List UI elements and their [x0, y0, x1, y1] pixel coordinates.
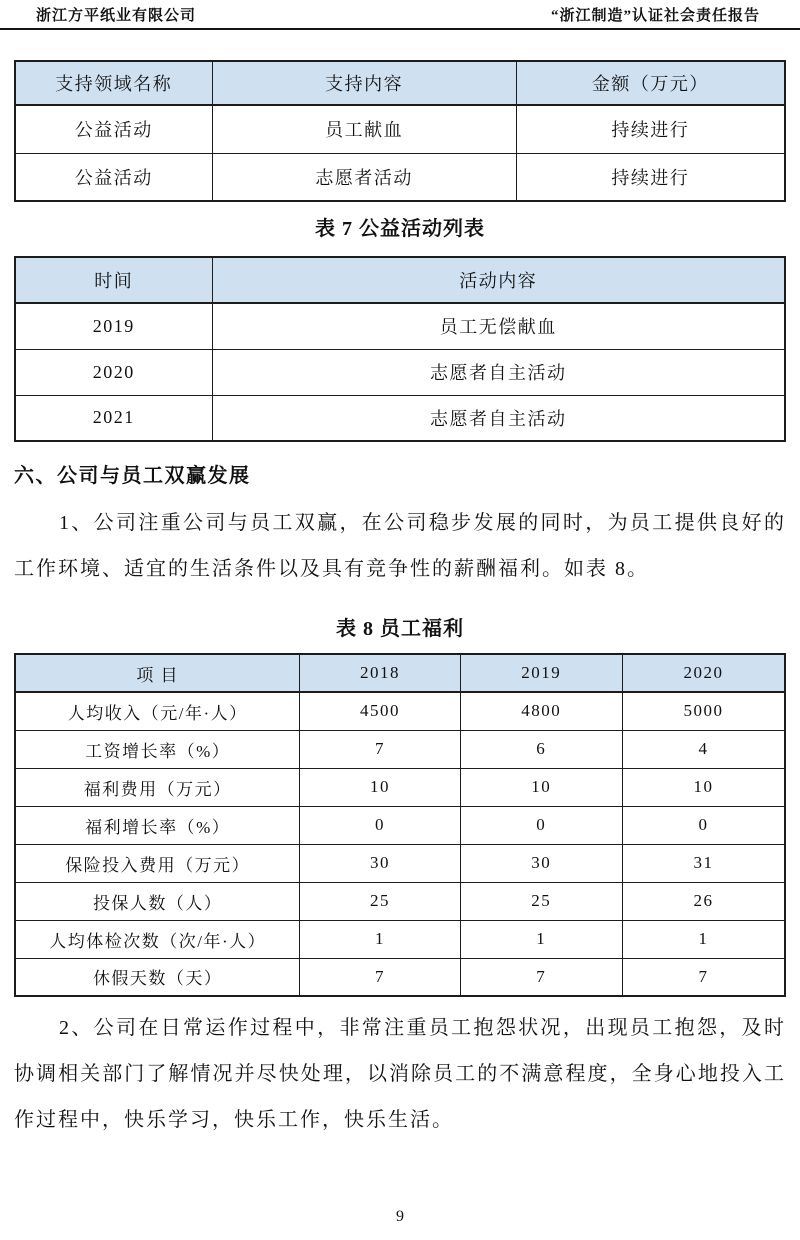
table7-title: 表 7 公益活动列表	[315, 218, 485, 240]
table-cell: 4800	[460, 692, 622, 730]
table-cell: 25	[300, 882, 460, 920]
table-cell: 7	[300, 958, 460, 996]
table-cell: 4500	[300, 692, 460, 730]
table8-title: 表 8 员工福利	[336, 618, 464, 640]
header-report-title: “浙江制造”认证社会责任报告	[550, 8, 760, 24]
table-row	[15, 958, 785, 996]
table-cell: 持续进行	[516, 153, 785, 201]
welfare-header-2019: 2019	[460, 654, 622, 692]
paragraph-2: 2、公司在日常运作过程中，非常注重员工抱怨状况，出现员工抱怨，及时协调相关部门了解情况并尽快处理，以消除员工的不满意程度，全身心地投入工作过程中，快乐学习，快乐工作，快乐生活。	[14, 1017, 786, 1131]
table-cell: 休假天数（天）	[15, 958, 300, 996]
table-cell: 26	[623, 882, 785, 920]
table-cell: 1	[300, 920, 460, 958]
table-cell: 工资增长率（%）	[15, 730, 300, 768]
table-cell: 7	[623, 958, 785, 996]
running-header	[0, 0, 800, 30]
table-row	[15, 153, 785, 201]
table-cell: 2020	[15, 349, 212, 395]
table-cell: 1	[460, 920, 622, 958]
table-row	[15, 882, 785, 920]
table-cell: 6	[460, 730, 622, 768]
table-cell: 人均体检次数（次/年·人）	[15, 920, 300, 958]
activities-header-time: 时间	[15, 257, 212, 303]
table-cell: 5000	[623, 692, 785, 730]
table-cell: 福利增长率（%）	[15, 806, 300, 844]
welfare-header-2020: 2020	[623, 654, 785, 692]
table-cell: 0	[623, 806, 785, 844]
employee-welfare-table	[14, 653, 786, 997]
activities-table-header-row	[15, 257, 785, 303]
table-cell: 公益活动	[15, 105, 212, 153]
table-cell: 员工无偿献血	[212, 303, 785, 349]
table-cell: 志愿者自主活动	[212, 395, 785, 441]
support-table-header-row	[15, 61, 785, 105]
table-cell: 2019	[15, 303, 212, 349]
table-row	[15, 768, 785, 806]
table-cell: 福利费用（万元）	[15, 768, 300, 806]
table-cell: 人均收入（元/年·人）	[15, 692, 300, 730]
table-cell: 7	[460, 958, 622, 996]
table-row	[15, 806, 785, 844]
table-cell: 4	[623, 730, 785, 768]
table-cell: 10	[460, 768, 622, 806]
table-row	[15, 105, 785, 153]
public-welfare-activities-table	[14, 256, 786, 442]
table-cell: 投保人数（人）	[15, 882, 300, 920]
table-cell: 2021	[15, 395, 212, 441]
table-cell: 30	[300, 844, 460, 882]
table-cell: 志愿者活动	[212, 153, 516, 201]
support-header-content: 支持内容	[212, 61, 516, 105]
welfare-header-2018: 2018	[300, 654, 460, 692]
table-cell: 员工献血	[212, 105, 516, 153]
support-header-area: 支持领域名称	[15, 61, 212, 105]
table-cell: 0	[300, 806, 460, 844]
support-areas-table	[14, 60, 786, 202]
table-cell: 志愿者自主活动	[212, 349, 785, 395]
support-header-amount: 金额（万元）	[516, 61, 785, 105]
table-cell: 0	[460, 806, 622, 844]
table-cell: 公益活动	[15, 153, 212, 201]
table-cell: 25	[460, 882, 622, 920]
welfare-header-item: 项 目	[15, 654, 300, 692]
paragraph-1: 1、公司注重公司与员工双赢，在公司稳步发展的同时，为员工提供良好的工作环境、适宜的生活条件以及具有竞争性的薪酬福利。如表 8。	[14, 512, 786, 580]
table-cell: 10	[623, 768, 785, 806]
table-row	[15, 920, 785, 958]
table-cell: 10	[300, 768, 460, 806]
table-row	[15, 349, 785, 395]
table-row	[15, 730, 785, 768]
table-cell: 持续进行	[516, 105, 785, 153]
welfare-table-header-row	[15, 654, 785, 692]
section-heading: 六、公司与员工双赢发展	[14, 465, 251, 487]
table-row	[15, 395, 785, 441]
table-cell: 30	[460, 844, 622, 882]
activities-header-content: 活动内容	[212, 257, 785, 303]
table-cell: 保险投入费用（万元）	[15, 844, 300, 882]
table-row	[15, 844, 785, 882]
table-cell: 31	[623, 844, 785, 882]
table-cell: 7	[300, 730, 460, 768]
header-company-name: 浙江方平纸业有限公司	[36, 8, 197, 24]
page-number: 9	[396, 1208, 404, 1225]
table-row	[15, 303, 785, 349]
table-cell: 1	[623, 920, 785, 958]
table-row	[15, 692, 785, 730]
